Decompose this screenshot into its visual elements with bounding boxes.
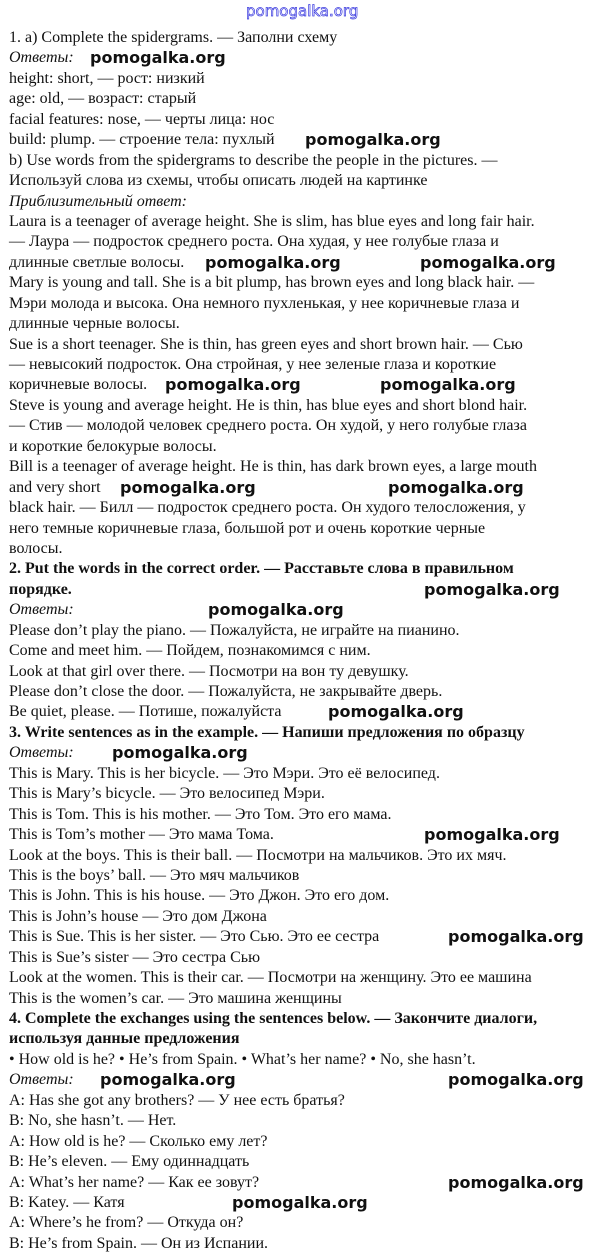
section-heading — [9, 1029, 604, 1049]
line-text: 3. Write sentences as in the example. — Напиши предложения по образцу — [9, 723, 525, 741]
line-text: Sue is a short teenager. She is thin, has green eyes and short brown hair. — Сью — [9, 335, 523, 353]
text-line — [9, 846, 604, 866]
line-text: длинные светлые волосы. — [9, 253, 185, 271]
text-line — [9, 69, 604, 89]
line-text: A: Has she got any brothers? — У нее есть братья? — [9, 1091, 345, 1109]
text-line — [9, 355, 604, 375]
text-line — [9, 784, 604, 804]
site-header-watermark: pomogalka.org — [246, 2, 359, 20]
line-text: This is the women’s car. — Это машина женщины — [9, 989, 342, 1007]
answers-label — [9, 600, 604, 620]
line-text: Bill is a teenager of average height. He is thin, has dark brown eyes, a large mouth — [9, 458, 537, 476]
text-line — [9, 478, 604, 498]
line-text: Please don’t close the door. — Пожалуйста, не закрывайте дверь. — [9, 683, 443, 700]
line-text: b) Use words from the spidergrams to describe the people in the pictures. — — [9, 151, 498, 169]
line-text: age: old, — возраст: старый — [9, 90, 197, 108]
line-text: This is John. This is his house. — Это Джон. Это его дом. — [9, 887, 390, 905]
line-text: Laura is a teenager of average height. She is slim, has blue eyes and long fair hair. — [9, 212, 535, 230]
watermark-text: pomogalka.org — [112, 743, 248, 763]
text-line — [9, 273, 604, 293]
line-text: — Стив — молодой человек среднего роста. Он худой, у него голубые глаза — [9, 417, 527, 435]
line-text: • How old is he? • He’s from Spain. • What’s her name? • No, she hasn’t. — [9, 1050, 476, 1068]
line-text: A: How old is he? — Сколько ему лет? — [9, 1132, 268, 1150]
line-text: 2. Put the words in the correct order. — Расставьте слова в правильном — [9, 560, 514, 578]
text-line — [9, 825, 604, 845]
line-text: This is John’s house — Это дом Джона — [9, 907, 267, 925]
watermark-text: pomogalka.org — [165, 375, 301, 395]
text-line — [9, 437, 604, 457]
text-line — [9, 1050, 604, 1070]
text-line — [9, 805, 604, 825]
line-text: This is Mary. This is her bicycle. — Это Мэри. Это её велосипед. — [9, 764, 440, 782]
text-line — [9, 151, 604, 171]
text-line — [9, 866, 604, 886]
line-text: B: He’s from Spain. — Он из Испании. — [9, 1234, 268, 1252]
watermark-text: pomogalka.org — [380, 375, 516, 395]
line-text: B: No, she hasn’t. — Нет. — [9, 1112, 177, 1130]
watermark-text: pomogalka.org — [100, 1070, 236, 1090]
text-line — [9, 539, 604, 559]
line-text: Steve is young and average height. He is thin, has blue eyes and short blond hair. — [9, 396, 528, 414]
answers-label — [9, 48, 604, 68]
line-text: — невысокий подросток. Она стройная, у нее зеленые глаза и короткие — [9, 356, 497, 373]
line-text: This is Mary’s bicycle. — Это велосипед Мэри. — [9, 785, 325, 803]
text-line — [9, 212, 604, 232]
text-line — [9, 989, 604, 1009]
text-line — [9, 89, 604, 109]
line-text: facial features: nose, — черты лица: нос — [9, 110, 275, 128]
line-text: black hair. — Билл — подросток среднего роста. Он худого телосложения, у — [9, 499, 526, 517]
line-text: Be quiet, please. — Потише, пожалуйста — [9, 703, 282, 721]
watermark-text: pomogalka.org — [448, 927, 584, 947]
watermark-text: pomogalka.org — [424, 579, 560, 599]
line-text: This is Tom. This is his mother. — Это Том. Это его мама. — [9, 805, 392, 823]
text-line — [9, 294, 604, 314]
watermark-text: pomogalka.org — [205, 252, 341, 272]
line-text: коричневые волосы. — [9, 376, 148, 394]
text-line — [9, 968, 604, 988]
line-text: A: What’s her name? — Как ее зовут? — [9, 1173, 260, 1191]
line-text: порядке. — [9, 580, 72, 598]
line-text: Please don’t play the piano. — Пожалуйста, не играйте на пианино. — [9, 621, 460, 639]
answers-label — [9, 743, 604, 763]
text-line — [9, 621, 604, 641]
line-text: — Лаура — подросток среднего роста. Она худая, у нее голубые глаза и — [9, 233, 499, 251]
line-text: длинные черные волосы. — [9, 315, 180, 333]
text-line — [9, 641, 604, 661]
line-text: Look at the women. This is their car. — Посмотри на женщину. Это ее машина — [9, 969, 532, 987]
line-text: Look at the boys. This is their ball. — Посмотри на мальчиков. Это их мяч. — [9, 846, 507, 864]
text-line — [9, 110, 604, 130]
line-text: Мэри молода и высока. Она немного пухленькая, у нее коричневые глаза и — [9, 294, 520, 312]
text-line — [9, 1111, 604, 1131]
watermark-text: pomogalka.org — [90, 48, 226, 68]
watermark-text: pomogalka.org — [420, 252, 556, 272]
line-text: B: Katey. — Катя — [9, 1193, 125, 1211]
line-text: Приблизительный ответ: — [9, 192, 187, 210]
line-text: Ответы: — [9, 1071, 74, 1089]
line-text: Come and meet him. — Пойдем, познакомимся с ним. — [9, 642, 371, 660]
text-line — [9, 886, 604, 906]
line-text: and very short — [9, 478, 101, 496]
section-heading — [9, 723, 604, 743]
text-line — [9, 498, 604, 518]
line-text: build: plump. — строение тела: пухлый — [9, 131, 275, 149]
text-line — [9, 662, 604, 682]
text-line — [9, 907, 604, 927]
text-line — [9, 1213, 604, 1233]
line-text: Look at that girl over there. — Посмотри на вон ту девушку. — [9, 662, 409, 680]
text-line — [9, 948, 604, 968]
watermark-text: pomogalka.org — [328, 702, 464, 722]
line-text: This is Sue’s sister — Это сестра Сью — [9, 948, 261, 966]
line-text: This is Sue. This is her sister. — Это Сью. Это ее сестра — [9, 928, 380, 946]
line-text: Используй слова из схемы, чтобы описать людей на картинке — [9, 172, 428, 190]
line-text: 1. a) Complete the spidergrams. — Заполни схему — [9, 29, 338, 46]
text-line — [9, 375, 604, 395]
text-line — [9, 171, 604, 191]
line-text: Ответы: — [9, 744, 74, 762]
text-line — [9, 1132, 604, 1152]
line-text: Ответы: — [9, 601, 74, 619]
text-line — [9, 232, 604, 252]
watermark-text: pomogalka.org — [388, 477, 524, 497]
line-text: A: Where’s he from? — Откуда он? — [9, 1214, 244, 1232]
watermark-text: pomogalka.org — [208, 600, 344, 620]
text-line — [9, 253, 604, 273]
section-heading — [9, 1009, 604, 1029]
line-text: B: He’s eleven. — Ему одиннадцать — [9, 1153, 250, 1171]
line-text: This is the boys’ ball. — Это мяч мальчиков — [9, 866, 300, 884]
text-line — [9, 764, 604, 784]
text-line — [9, 1091, 604, 1111]
line-text: Ответы: — [9, 49, 74, 67]
text-line — [9, 927, 604, 947]
text-line — [9, 130, 604, 150]
text-line — [9, 1234, 604, 1254]
section-heading — [9, 559, 604, 579]
text-line — [9, 1193, 604, 1213]
answers-label — [9, 1070, 604, 1090]
text-line — [9, 519, 604, 539]
text-line — [9, 416, 604, 436]
text-line — [9, 28, 604, 48]
line-text: This is Tom’s mother — Это мама Тома. — [9, 826, 274, 844]
text-line — [9, 396, 604, 416]
section-heading — [9, 580, 604, 600]
line-text: используя данные предложения — [9, 1030, 240, 1048]
line-text: волосы. — [9, 539, 63, 557]
line-text: height: short, — рост: низкий — [9, 69, 205, 87]
text-line — [9, 457, 604, 477]
line-text: него темные коричневые глаза, большой рот и очень короткие черные — [9, 519, 486, 537]
watermark-text: pomogalka.org — [448, 1070, 584, 1090]
homework-answers-document — [9, 28, 604, 1254]
text-line — [9, 682, 604, 702]
line-text: Mary is young and tall. She is a bit plump, has brown eyes and long black hair. — — [9, 274, 535, 292]
watermark-text: pomogalka.org — [120, 477, 256, 497]
text-line — [9, 702, 604, 722]
line-text: и короткие белокурые волосы. — [9, 437, 217, 455]
text-line — [9, 1152, 604, 1172]
watermark-text: pomogalka.org — [448, 1172, 584, 1192]
watermark-text: pomogalka.org — [232, 1192, 368, 1212]
text-line — [9, 335, 604, 355]
text-line — [9, 314, 604, 334]
answers-label — [9, 192, 604, 212]
line-text: 4. Complete the exchanges using the sentences below. — Закончите диалоги, — [9, 1010, 538, 1027]
watermark-text: pomogalka.org — [424, 825, 560, 845]
watermark-text: pomogalka.org — [305, 130, 441, 150]
text-line — [9, 1173, 604, 1193]
